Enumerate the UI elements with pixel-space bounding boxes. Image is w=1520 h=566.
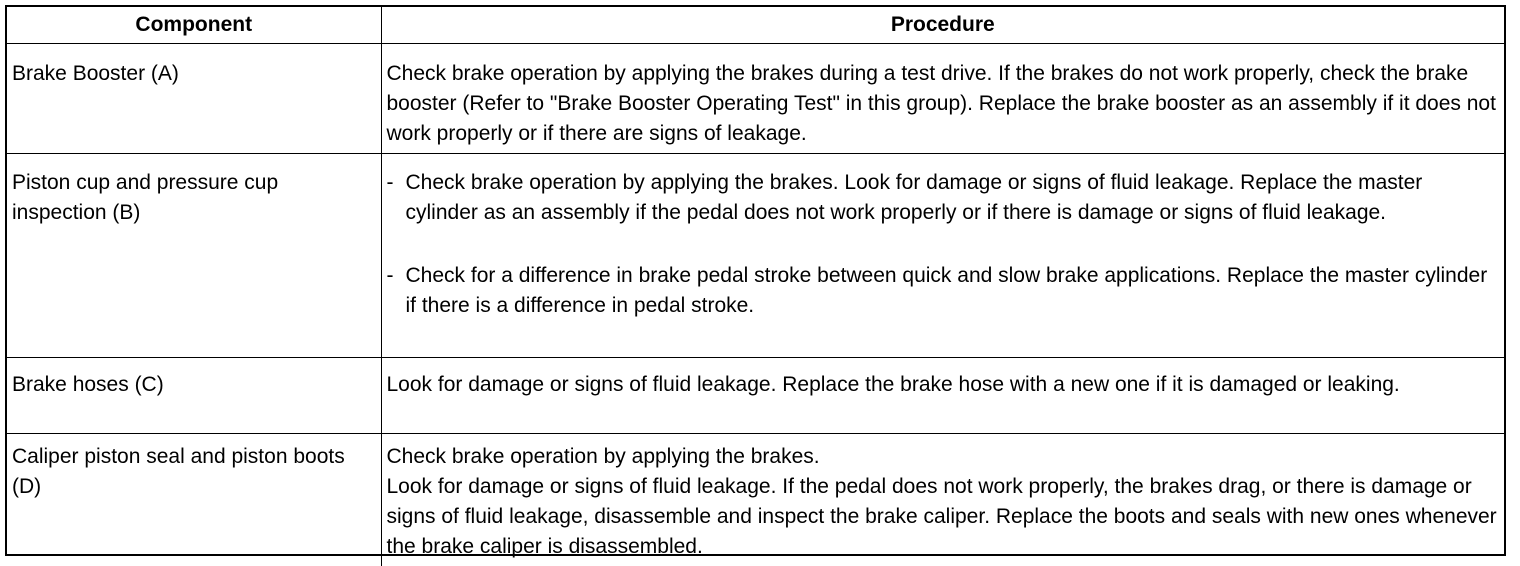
table-row [7,154,1504,358]
procedure-bullet [387,168,1501,228]
procedure-cell: Check brake operation by applying the brakes during a test drive. If the brakes do not work properly, check the brake booster (Refer to "Brake Booster Operating Test" in this group). Replace the brake booster as an assembly if it does not work properly or if there are signs of leakage. [381,44,1504,154]
header-component: Component [7,7,381,44]
table-row [7,434,1504,566]
component-cell: Brake hoses (C) [7,358,381,434]
procedure-bullet [387,261,1501,321]
inspection-table-frame [5,5,1506,556]
procedure-cell [381,154,1504,358]
component-cell: Brake Booster (A) [7,44,381,154]
procedure-cell [381,434,1504,566]
component-cell: Caliper piston seal and piston boots (D) [7,434,381,566]
bullet-text: Check brake operation by applying the brakes. Look for damage or signs of fluid leakage. Replace the master cylinder as an assembly if the pedal does not work properly or if there is damage or signs of fluid leakage. [406,168,1501,228]
table-row [7,44,1504,154]
table-row [7,358,1504,434]
bullet-dash: - [387,168,406,198]
procedure-cell: Look for damage or signs of fluid leakage. Replace the brake hose with a new one if it is damaged or leaking. [381,358,1504,434]
table-header-row [7,7,1504,44]
component-cell [7,154,381,358]
procedure-line: Check brake operation by applying the brakes. [387,442,1501,472]
component-text: Piston cup and pressure cup inspection (B) [12,168,377,228]
bullet-dash: - [387,261,406,291]
inspection-table [7,7,1504,566]
bullet-text: Check for a difference in brake pedal stroke between quick and slow brake applications. Replace the master cylinder if there is a difference in pedal stroke. [406,261,1501,321]
procedure-line: Look for damage or signs of fluid leakage. If the pedal does not work properly, the brakes drag, or there is damage or signs of fluid leakage, disassemble and inspect the brake caliper. Replace the boots and seals with new ones whenever the brake caliper is disassembled. [387,472,1501,562]
header-procedure: Procedure [381,7,1504,44]
